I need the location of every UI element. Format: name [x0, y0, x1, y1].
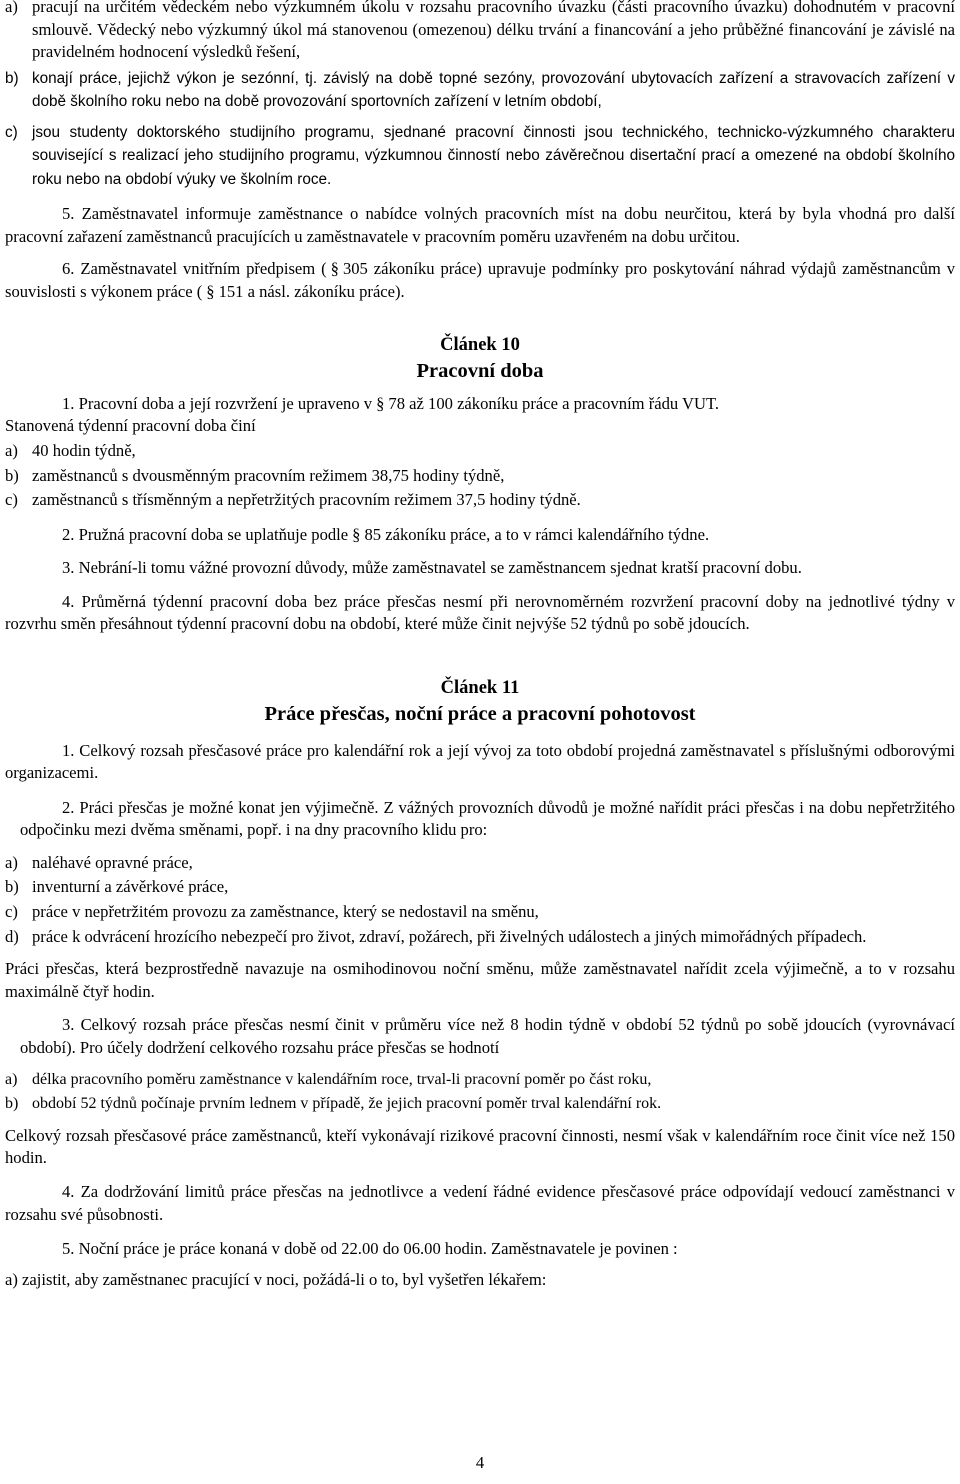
list-label: c) — [5, 490, 18, 510]
art11-paragraph-3-after: Celkový rozsah přesčasové práce zaměstnanců, kteří vykonávají rizikové pracovní činnosti, nesmí však v kalendářním roce činit více než 150 hodin. — [5, 1125, 955, 1168]
list-item — [5, 1093, 955, 1115]
list-text: inventurní a závěrkové práce, — [32, 877, 229, 897]
art10-paragraph-4: 4. Průměrná týdenní pracovní doba bez práce přesčas nesmí při nerovnoměrném rozvržení pracovní doby na jednotlivé týdny v rozvrhu směn přesáhnout týdenní pracovní dobu na období, které může činit nejvýše 52 týdnů po sobě jdoucích. — [5, 591, 955, 634]
article-10-title: Pracovní doba — [416, 360, 544, 383]
list-item — [5, 926, 955, 949]
list-label: c) — [5, 124, 18, 142]
section-symbol: § — [330, 259, 339, 279]
art11-paragraph-5: 5. Noční práce je práce konaná v době od 22.00 do 06.00 hodin. Zaměstnavatele je povinen : — [62, 1239, 678, 1259]
list-label: b) — [5, 69, 19, 87]
art11-paragraph-2: 2. Práci přesčas je možné konat jen výjimečně. Z vážných provozních důvodů je možné nařídit práci přesčas i na dobu nepřetržitého odpočinku mezi dvěma směnami, popř. i na dny pracovního klidu pro: — [20, 797, 955, 840]
list-label: b) — [5, 1095, 19, 1113]
list-text: zaměstnanců s dvousměnným pracovním režimem 38,75 hodiny týdně, — [32, 465, 505, 485]
list-label: a) — [5, 852, 18, 872]
list-item — [5, 0, 955, 64]
section-symbol: § — [206, 281, 215, 301]
list-item — [5, 465, 955, 488]
list-label: a) — [5, 1071, 18, 1089]
article-11-title: Práce přesčas, noční práce a pracovní pohotovost — [264, 702, 696, 725]
list-item — [5, 1069, 955, 1091]
list-label: d) — [5, 926, 19, 946]
list-label: b) — [5, 877, 19, 897]
list-label: c) — [5, 901, 18, 921]
section-symbol: § — [352, 524, 361, 544]
article-10-number: Článek 10 — [440, 335, 520, 356]
list-text: konají práce, jejichž výkon je sezónní, tj. závislý na době topné sezóny, provozování ubytovacích zařízení a stravovacích zařízení v době školního roku nebo na době provozování sportovních zařízení v letním období, — [32, 69, 955, 110]
list-item — [5, 121, 955, 191]
art10-paragraph-1: 1. Pracovní doba a její rozvržení je upraveno v § 78 až 100 zákoníku práce a pracovním řádu VUT. — [62, 393, 720, 413]
section-symbol: § — [376, 393, 385, 413]
list-item — [5, 440, 955, 463]
art10-paragraph-1-continuation: Stanovená týdenní pracovní doba činí — [5, 416, 256, 436]
list-text: práce v nepřetržitém provozu za zaměstnance, který se nedostavil na směnu, — [32, 901, 539, 921]
list-item — [5, 852, 955, 875]
list-text: naléhavé opravné práce, — [32, 852, 193, 872]
list-item — [5, 901, 955, 924]
list-item — [5, 67, 955, 114]
list-text: délka pracovního poměru zaměstnance v kalendářním roce, trval-li pracovní poměr po část roku, — [32, 1071, 652, 1089]
list-label: b) — [5, 465, 19, 485]
art11-paragraph-2-after: Práci přesčas, která bezprostředně navazuje na osmihodinovou noční směnu, může zaměstnavatel nařídit zcela výjimečně, a to v rozsahu maximálně čtyř hodin. — [5, 959, 955, 1001]
art11-paragraph-5-item: a) zajistit, aby zaměstnanec pracující v noci, požádá-li o to, byl vyšetřen lékařem: — [5, 1269, 547, 1289]
art11-paragraph-3: 3. Celkový rozsah práce přesčas nesmí činit v průměru více než 8 hodin týdně v období 52 týdnů po sobě jdoucích (vyrovnávací období). Pro účely dodržení celkového rozsahu práce přesčas se hodnotí — [20, 1015, 955, 1057]
art10-paragraph-2: 2. Pružná pracovní doba se uplatňuje podle § 85 zákoníku práce, a to v rámci kalendářního týdne. — [62, 524, 710, 544]
paragraph-5: 5. Zaměstnavatel informuje zaměstnance o nabídce volných pracovních míst na dobu neurčitou, která by byla vhodná pro další pracovní zařazení zaměstnanců pracujících u zaměstnavatele v pracovním poměru uzavřeném na dobu určitou. — [5, 203, 955, 246]
list-item — [5, 876, 955, 899]
article-11-number: Článek 11 — [440, 677, 520, 698]
list-text: práce k odvrácení hrozícího nebezpečí pro život, zdraví, požárech, při živelných událostech a jiných mimořádných případech. — [32, 926, 867, 946]
list-text: pracují na určitém vědeckém nebo výzkumném úkolu v rozsahu pracovního úvazku (části pracovního úvazku) dohodnutém v pracovní smlouvě. Vědecký nebo výzkumný úkol má stanovenou (omezenou) délku trvání a financování a jeho průběžné financování je závislé na pravidelném hodnocení výsledků řešení, — [32, 0, 955, 62]
list-label: a) — [5, 440, 18, 460]
list-text: období 52 týdnů počínaje prvním lednem v případě, že jejich pracovní poměr trval kalendářní rok. — [32, 1095, 662, 1113]
list-text: 40 hodin týdně, — [32, 440, 136, 460]
art11-paragraph-4: 4. Za dodržování limitů práce přesčas na jednotlivce a vedení řádné evidence přesčasové práce odpovídají vedoucí zaměstnanci v rozsahu své působnosti. — [5, 1181, 955, 1224]
document-page — [5, 0, 955, 1291]
list-text: zaměstnanců s třísměnným a nepřetržitých pracovním režimem 37,5 hodiny týdně. — [32, 490, 581, 510]
list-label: a) — [5, 0, 18, 16]
art11-paragraph-1: 1. Celkový rozsah přesčasové práce pro kalendářní rok a její vývoj za toto období projedná zaměstnavatel s příslušnými odborovými organizacemi. — [5, 740, 955, 783]
page-number: 4 — [475, 1453, 485, 1472]
paragraph-6: 6. Zaměstnavatel vnitřním předpisem ( § 305 zákoníku práce) upravuje podmínky pro poskytování náhrad výdajů zaměstnancům v souvislosti s výkonem práce ( § 151 a násl. zákoníku práce). — [5, 259, 955, 301]
list-item — [5, 489, 955, 512]
list-text: jsou studenty doktorského studijního programu, sjednané pracovní činnosti jsou technického, technicko-výzkumného charakteru související s realizací jeho studijního programu, výzkumnou činností nebo závěrečnou disertační prací a omezené na období školního roku nebo na období výuky ve školním roce. — [32, 124, 955, 188]
art10-paragraph-3: 3. Nebrání-li tomu vážné provozní důvody, může zaměstnavatel se zaměstnancem sjednat kratší pracovní dobu. — [62, 558, 802, 578]
